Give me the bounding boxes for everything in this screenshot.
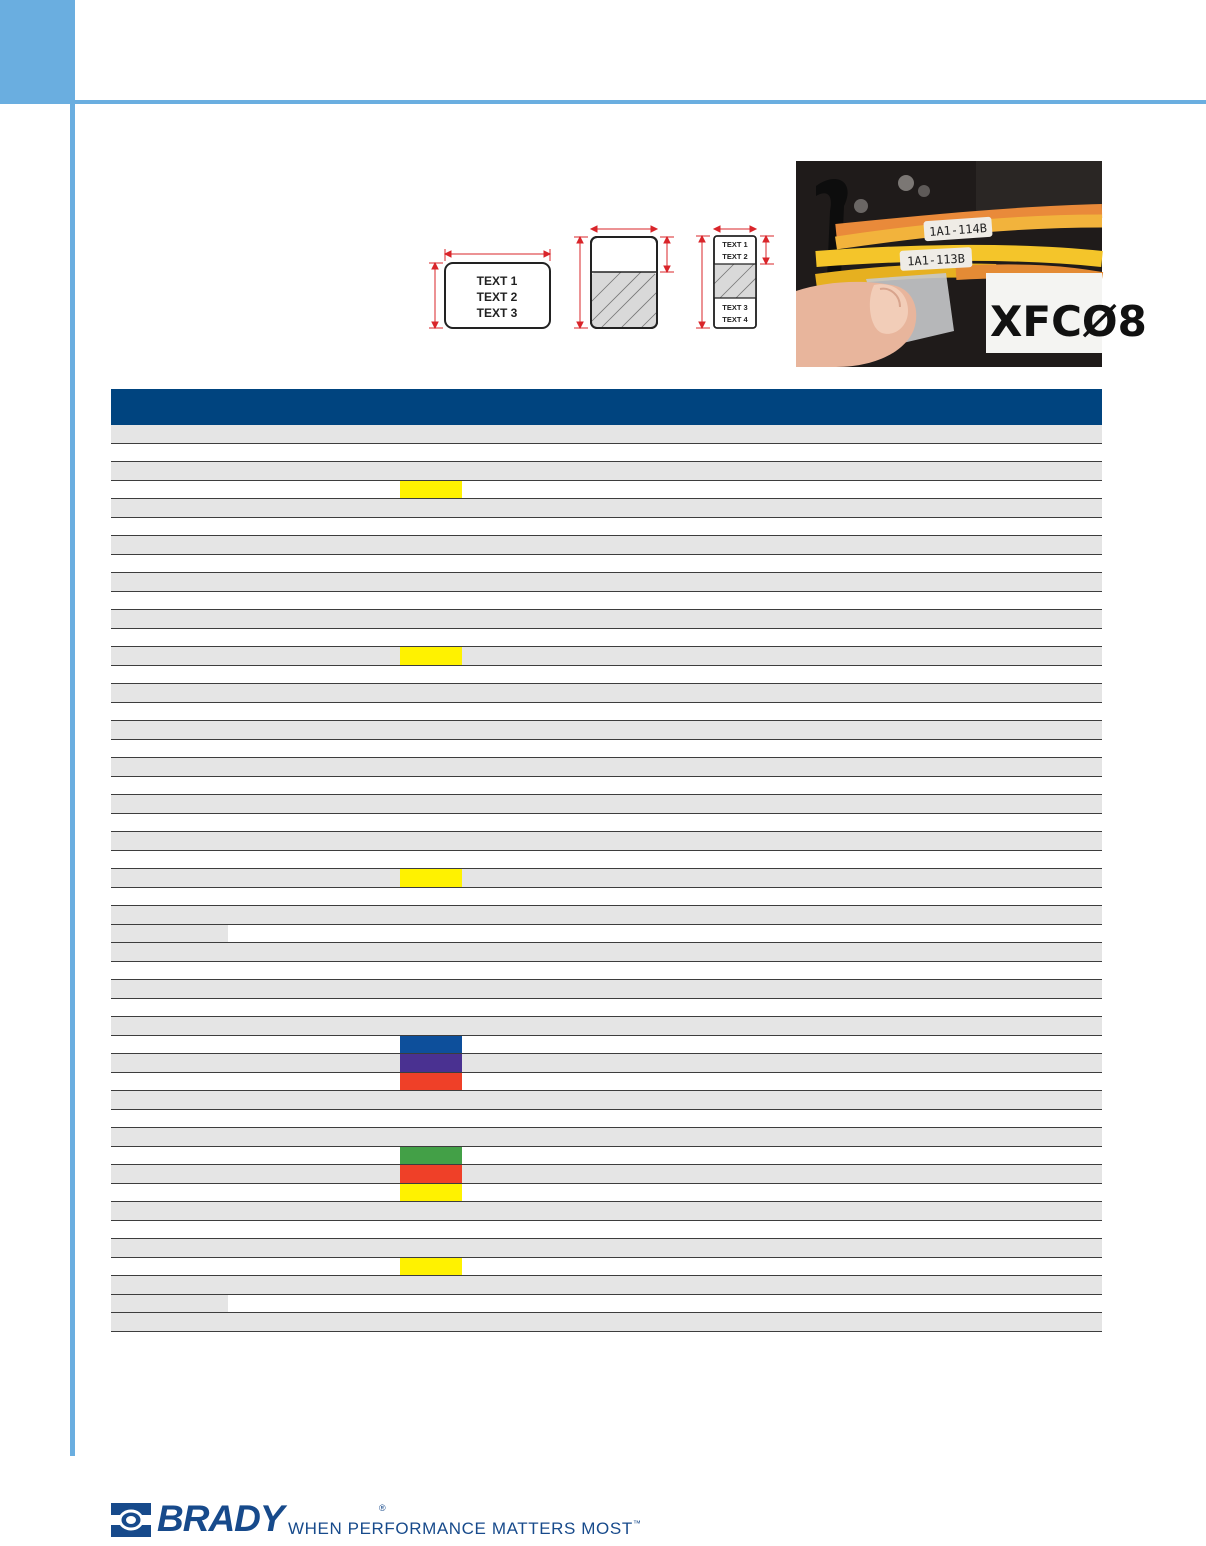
table-row xyxy=(111,518,1102,537)
table-row xyxy=(111,703,1102,722)
table-row xyxy=(111,444,1102,463)
table-header xyxy=(111,389,1102,425)
label-diagram-three-lines xyxy=(425,245,560,337)
trademark-symbol: ™ xyxy=(632,1519,642,1528)
table-row xyxy=(111,740,1102,759)
table-row xyxy=(111,1295,1102,1314)
table-row xyxy=(111,1054,1102,1073)
table-row xyxy=(111,943,1102,962)
table-row xyxy=(111,1258,1102,1277)
color-swatch xyxy=(400,1147,462,1165)
photo-marker-2: 1A1-113B xyxy=(906,251,966,269)
table-row xyxy=(111,1165,1102,1184)
table-row xyxy=(111,1147,1102,1166)
table-row xyxy=(111,777,1102,796)
color-swatch xyxy=(400,1036,462,1054)
table-row xyxy=(111,721,1102,740)
table-row xyxy=(111,1036,1102,1055)
table-row xyxy=(111,499,1102,518)
table-row xyxy=(111,462,1102,481)
table-row xyxy=(111,536,1102,555)
color-swatch xyxy=(400,1184,462,1202)
corner-accent-block xyxy=(0,0,75,104)
label-bottom-line-1: TEXT 3 xyxy=(722,303,748,312)
table-row xyxy=(111,869,1102,888)
tagline-text: WHEN PERFORMANCE MATTERS MOST xyxy=(288,1519,633,1538)
table-row xyxy=(111,555,1102,574)
label-top-line-1: TEXT 1 xyxy=(722,240,748,249)
footer-tagline xyxy=(288,1519,641,1539)
table-body xyxy=(111,425,1102,1332)
table-row xyxy=(111,962,1102,981)
table-row xyxy=(111,906,1102,925)
label-top-line-2: TEXT 2 xyxy=(722,252,748,261)
brady-footer-logo xyxy=(111,1498,642,1543)
brady-logo-icon xyxy=(111,1503,151,1537)
two-part-label-diagram xyxy=(690,220,790,335)
table-row xyxy=(111,1017,1102,1036)
label-line-1: TEXT 1 xyxy=(476,274,518,288)
label-bottom-line-2: TEXT 4 xyxy=(722,315,748,324)
table-row xyxy=(111,758,1102,777)
color-swatch xyxy=(400,869,462,887)
table-row xyxy=(111,684,1102,703)
photo-big-label: XFCØ8 xyxy=(990,297,1147,346)
table-row xyxy=(111,1073,1102,1092)
table-row xyxy=(111,629,1102,648)
product-photo xyxy=(796,161,1147,367)
table-row xyxy=(111,1110,1102,1129)
table-row xyxy=(111,814,1102,833)
color-swatch xyxy=(400,1258,462,1276)
brady-wordmark: BRADY xyxy=(157,1498,284,1539)
table-row xyxy=(111,425,1102,444)
table-row xyxy=(111,925,1102,944)
photo-marker-1: 1A1-114B xyxy=(928,220,988,239)
left-margin-rule xyxy=(70,104,75,1456)
table-row xyxy=(111,795,1102,814)
table-row xyxy=(111,481,1102,500)
table-row xyxy=(111,1184,1102,1203)
header-rule xyxy=(75,100,1206,104)
grouped-cell xyxy=(111,925,228,943)
table-row xyxy=(111,647,1102,666)
color-swatch xyxy=(400,647,462,665)
label-line-2: TEXT 2 xyxy=(476,290,518,304)
color-swatch xyxy=(400,1165,462,1183)
table-row xyxy=(111,1202,1102,1221)
registered-mark: ® xyxy=(379,1503,386,1513)
table-row xyxy=(111,1313,1102,1332)
table-row xyxy=(111,851,1102,870)
table-row xyxy=(111,666,1102,685)
color-swatch xyxy=(400,1054,462,1072)
table-row xyxy=(111,610,1102,629)
table-row xyxy=(111,592,1102,611)
color-swatch xyxy=(400,1073,462,1091)
table-row xyxy=(111,1239,1102,1258)
table-row xyxy=(111,1128,1102,1147)
table-row xyxy=(111,1091,1102,1110)
self-laminating-label-diagram xyxy=(570,220,680,335)
table-row xyxy=(111,1221,1102,1240)
table-row xyxy=(111,999,1102,1018)
spec-table xyxy=(111,389,1102,1332)
table-row xyxy=(111,980,1102,999)
table-row xyxy=(111,888,1102,907)
label-line-3: TEXT 3 xyxy=(476,306,518,320)
table-row xyxy=(111,573,1102,592)
table-row xyxy=(111,832,1102,851)
grouped-cell xyxy=(111,1295,228,1313)
table-row xyxy=(111,1276,1102,1295)
color-swatch xyxy=(400,481,462,499)
